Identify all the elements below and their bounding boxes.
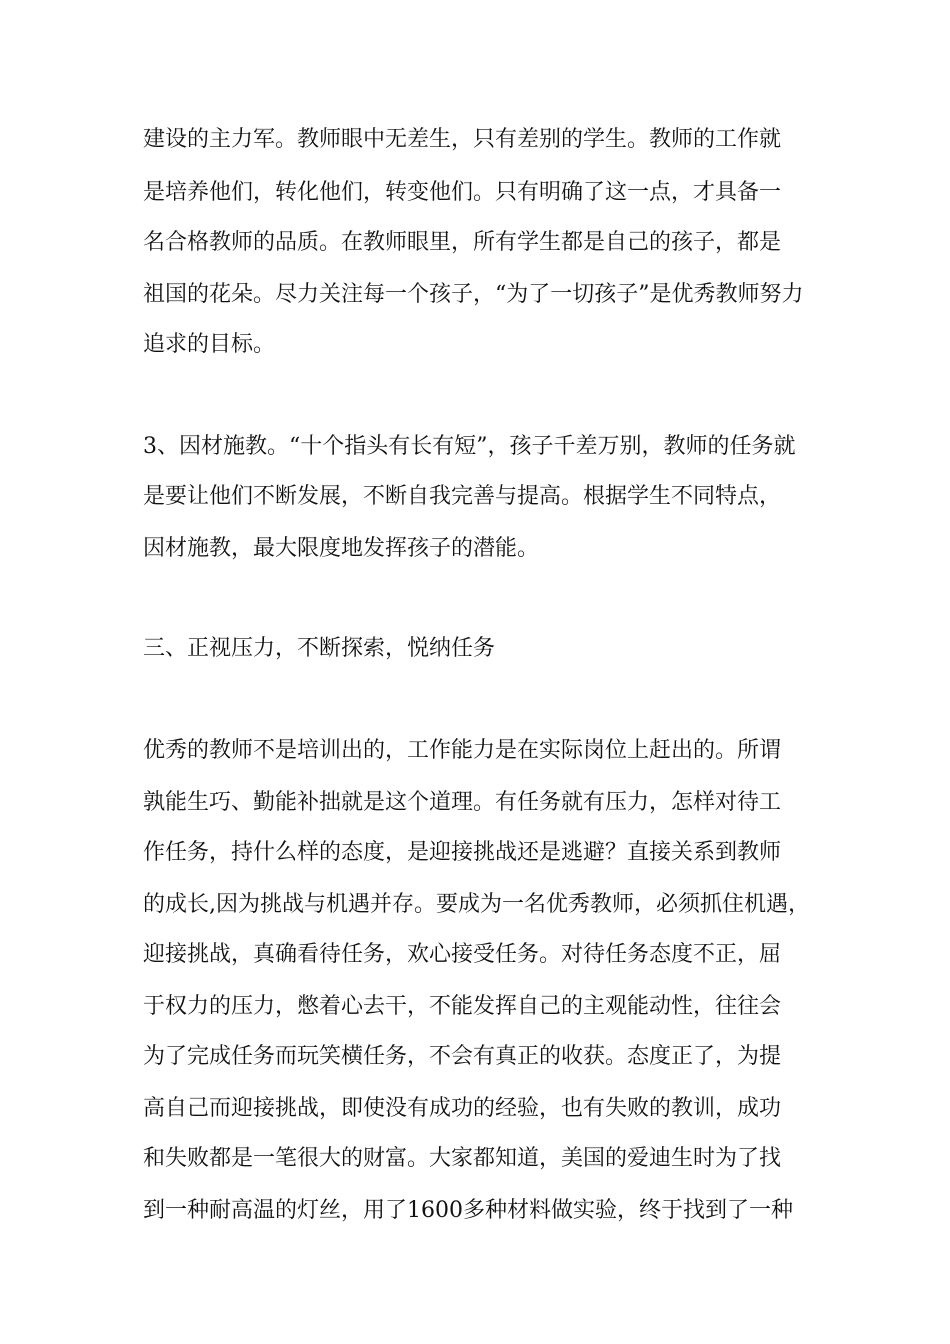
paragraph-4-line-2: 孰能生巧、勤能补拙就是这个道理。有任务就有压力，怎样对待工 — [143, 790, 782, 815]
paragraph-2-line-3: 因材施教，最大限度地发挥孩子的潜能。 — [143, 536, 540, 561]
paragraph-1-line-4: 祖国的花朵。尽力关注每一个孩子，“为了一切孩子”是优秀教师努力 — [143, 282, 804, 307]
paragraph-1-line-2: 是培养他们，转化他们，转变他们。只有明确了这一点，才具备一 — [143, 180, 782, 205]
paragraph-4-line-6: 于权力的压力，憋着心去干，不能发挥自己的主观能动性，往往会 — [143, 994, 782, 1019]
paragraph-4-line-8: 高自己而迎接挑战，即使没有成功的经验，也有失败的教训，成功 — [143, 1096, 782, 1121]
paragraph-4-line-9: 和失败都是一笔很大的财富。大家都知道，美国的爱迪生时为了找 — [143, 1146, 782, 1171]
paragraph-1-line-1: 建设的主力军。教师眼中无差生，只有差别的学生。教师的工作就 — [143, 127, 782, 152]
paragraph-1-line-5: 追求的目标。 — [143, 332, 276, 357]
paragraph-4-line-10: 到一种耐高温的灯丝，用了1600多种材料做实验，终于找到了一种 — [143, 1198, 793, 1223]
paragraph-4-line-4: 的成长,因为挑战与机遇并存。要成为一名优秀教师，必须抓住机遇， — [143, 892, 810, 917]
section-heading: 三、正视压力，不断探索，悦纳任务 — [143, 636, 496, 661]
paragraph-2-line-2: 是要让他们不断发展，不断自我完善与提高。根据学生不同特点， — [143, 484, 782, 509]
paragraph-4-line-7: 为了完成任务而玩笑横任务，不会有真正的收获。态度正了，为提 — [143, 1044, 782, 1069]
paragraph-4-line-3: 作任务，持什么样的态度，是迎接挑战还是逃避？直接关系到教师 — [143, 840, 782, 865]
paragraph-4-line-1: 优秀的教师不是培训出的，工作能力是在实际岗位上赶出的。所谓 — [143, 738, 782, 763]
paragraph-4-line-5: 迎接挑战，真确看待任务，欢心接受任务。对待任务态度不正，屈 — [143, 942, 782, 967]
paragraph-1-line-3: 名合格教师的品质。在教师眼里，所有学生都是自己的孩子，都是 — [143, 230, 782, 255]
paragraph-2-line-1: 3、因材施教。“十个指头有长有短”，孩子千差万别，教师的任务就 — [143, 434, 796, 459]
